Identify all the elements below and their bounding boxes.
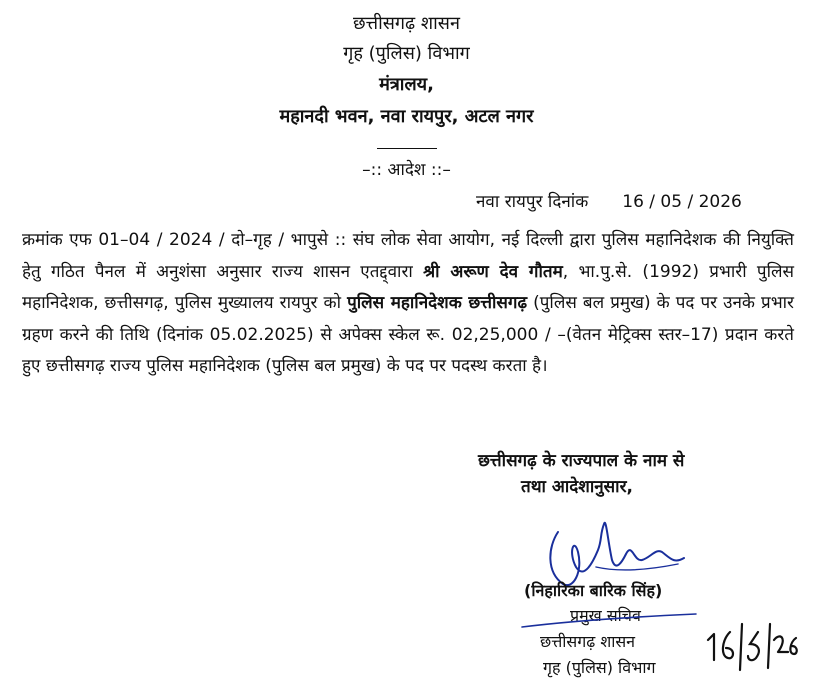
government-name: छत्तीसगढ़ शासन (353, 13, 460, 34)
pen-stroke (520, 611, 700, 631)
order-body-part2: , भा.पु.से. (1992) प्रभारी पुलिस महानिदेशक, छत्तीसगढ़, पुलिस मुख्यालय रायपुर को (22, 261, 794, 313)
place-label: नवा रायपुर दिनांक (476, 192, 589, 212)
handwritten-date (700, 618, 800, 680)
order-body-part1: क्रमांक एफ 01–04 / 2024 / दो–गृह / भापुसे :: संघ लोक सेवा आयोग, नई दिल्ली द्वारा पुलिस महानिदेशक की नियुक्ति हेतु गठित पैनल में अनुशंसा अनुसार राज्य शासन एतद्द्वारा (22, 230, 794, 282)
ministry-name: मंत्रालय, (379, 74, 434, 95)
closing-line-1: छत्तीसगढ़ के राज्यपाल के नाम से (478, 451, 685, 471)
post-title: पुलिस महानिदेशक छत्तीसगढ़ (347, 293, 528, 313)
order-date: 16 / 05 / 2026 (622, 192, 742, 212)
signatory-name: (निहारिका बारिक सिंह) (524, 581, 663, 600)
header-divider (377, 148, 437, 149)
order-heading: –:: आदेश ::– (362, 160, 451, 180)
closing-line-2: तथा आदेशानुसार, (521, 477, 633, 497)
department-name: गृह (पुलिस) विभाग (343, 43, 470, 64)
signatory-government: छत्तीसगढ़ शासन (540, 632, 636, 651)
signatory-designation: प्रमुख सचिव (570, 606, 641, 625)
order-body (22, 225, 794, 383)
signatory-department: गृह (पुलिस) विभाग (543, 658, 656, 677)
office-address: महानदी भवन, नवा रायपुर, अटल नगर (279, 106, 534, 127)
officer-name: श्री अरूण देव गौतम (423, 261, 563, 282)
order-body-part3: (पुलिस बल प्रमुख) के पद पर उनके प्रभार ग्रहण करने की तिथि (दिनांक 05.02.2025) से अपेक्स स्केल रू. 02,25,000 / –(वेतन मेट्रिक्स स्तर–17) प्रदान करते हुए छत्तीसगढ़ राज्य पुलिस महानिदेशक (पुलिस बल प्रमुख) के पद पर पदस्थ करता है। (22, 293, 794, 376)
place-date-line (476, 190, 742, 214)
